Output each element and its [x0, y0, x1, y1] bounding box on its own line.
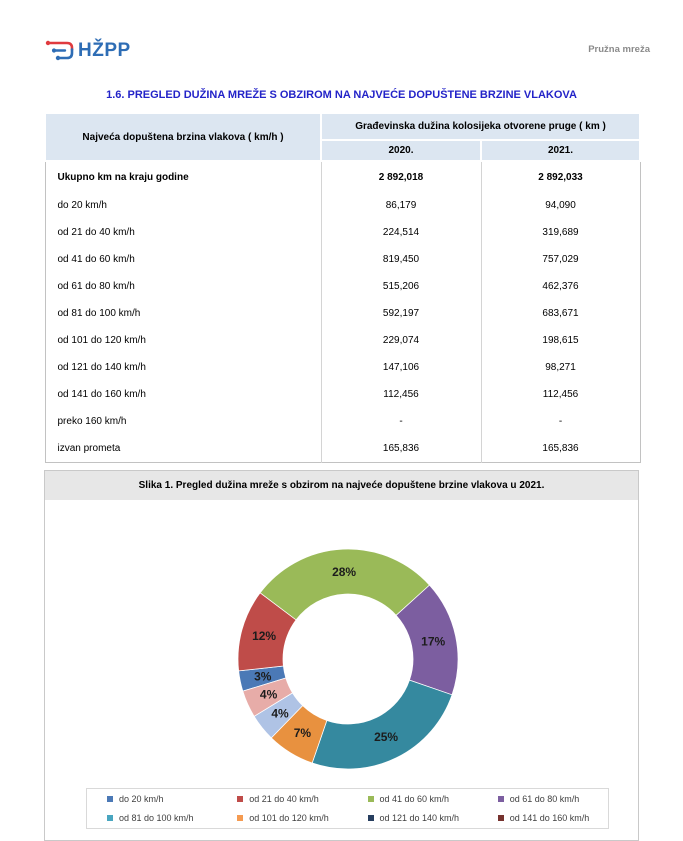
chart-title: Slika 1. Pregled dužina mreže s obzirom na najveće dopuštene brzine vlakova u 2021.: [45, 471, 638, 500]
donut-slice-label: 25%: [374, 730, 399, 745]
value-2021: 98,271: [481, 354, 640, 381]
hzpp-logo: [44, 38, 131, 64]
speed-table: [44, 112, 641, 463]
row-label: preko 160 km/h: [57, 416, 127, 427]
legend-swatch: [107, 796, 113, 802]
value-2020: 112,456: [321, 381, 481, 408]
legend-swatch: [498, 815, 504, 821]
table-header-speed: Najveća dopuštena brzina vlakova ( km/h ): [45, 113, 321, 161]
donut-chart-svg: [228, 539, 468, 779]
value-2021: 319,689: [481, 219, 640, 246]
legend-item: [87, 794, 217, 804]
table-row: [45, 435, 640, 462]
value-2021: 2 892,033: [481, 161, 640, 192]
hzpp-logo-icon: [44, 38, 76, 64]
brand-name: HŽPP: [78, 40, 131, 61]
legend-label: od 21 do 40 km/h: [249, 793, 319, 804]
row-label: izvan prometa: [57, 442, 121, 454]
legend-item: [478, 813, 608, 823]
page-header-label: Pružna mreža: [588, 44, 650, 55]
row-label: od 141 do 160 km/h: [57, 389, 146, 400]
donut-slice-label: 3%: [254, 669, 272, 684]
donut-chart: [228, 539, 468, 779]
donut-slice: [312, 680, 452, 769]
donut-slice-label: 4%: [271, 706, 289, 721]
row-label: od 21 do 40 km/h: [57, 227, 135, 238]
legend-label: od 41 do 60 km/h: [379, 793, 450, 804]
section-title: 1.6. PREGLED DUŽINA MREŽE S OBZIROM NA NAJVEĆE DOPUŠTENE BRZINE VLAKOVA: [106, 89, 577, 101]
donut-slice-label: 28%: [332, 565, 357, 580]
row-label: od 81 do 100 km/h: [57, 308, 141, 319]
legend-item: [87, 813, 217, 823]
chart-panel: [44, 470, 639, 841]
table-total-row: [45, 161, 640, 192]
value-2020: 515,206: [321, 273, 481, 300]
value-2021: 462,376: [481, 273, 640, 300]
table-header-2021: 2021.: [481, 140, 640, 161]
legend-swatch: [237, 815, 243, 821]
table-header-group: Građevinska dužina kolosijeka otvorene pruge ( km ): [321, 113, 640, 140]
value-2021: 757,029: [481, 246, 640, 273]
table-row: [45, 219, 640, 246]
legend-label: do 20 km/h: [119, 793, 164, 804]
value-2020: 147,106: [321, 354, 481, 381]
value-2021: 94,090: [481, 192, 640, 219]
donut-slice-label: 17%: [421, 634, 446, 649]
legend-item: [478, 794, 608, 804]
speed-table-body: [45, 161, 640, 462]
legend-label: od 141 do 160 km/h: [509, 813, 590, 824]
legend-item: [217, 794, 347, 804]
value-2020: 165,836: [321, 435, 481, 462]
value-2021: -: [481, 408, 640, 435]
row-label: od 101 do 120 km/h: [57, 335, 146, 346]
row-label: do 20 km/h: [57, 200, 107, 211]
value-2021: 165,836: [481, 435, 640, 462]
legend-swatch: [368, 796, 374, 802]
donut-slice-label: 12%: [252, 628, 277, 643]
donut-slice-label: 7%: [293, 726, 312, 741]
table-row: [45, 408, 640, 435]
row-label: od 121 do 140 km/h: [57, 362, 146, 373]
value-2020: -: [321, 408, 481, 435]
value-2020: 592,197: [321, 300, 481, 327]
legend-label: od 121 do 140 km/h: [379, 813, 460, 824]
legend-swatch: [237, 796, 243, 802]
row-label: od 41 do 60 km/h: [57, 254, 135, 265]
legend-label: od 61 do 80 km/h: [509, 793, 580, 804]
value-2020: 229,074: [321, 327, 481, 354]
table-row: [45, 246, 640, 273]
table-row: [45, 300, 640, 327]
legend-swatch: [368, 815, 374, 821]
value-2021: 112,456: [481, 381, 640, 408]
legend-swatch: [107, 815, 113, 821]
legend-label: od 101 do 120 km/h: [249, 813, 329, 824]
legend-swatch: [498, 796, 504, 802]
legend-item: [348, 794, 478, 804]
value-2021: 683,671: [481, 300, 640, 327]
table-row: [45, 273, 640, 300]
donut-slice-label: 4%: [259, 687, 278, 702]
legend-item: [348, 813, 478, 823]
speed-table-header: [45, 113, 640, 161]
table-row: [45, 327, 640, 354]
table-row: [45, 381, 640, 408]
legend-label: od 81 do 100 km/h: [119, 813, 194, 824]
value-2020: 819,450: [321, 246, 481, 273]
table-header-2020: 2020.: [321, 140, 481, 161]
value-2020: 224,514: [321, 219, 481, 246]
table-row: [45, 354, 640, 381]
chart-legend: [86, 788, 609, 829]
value-2020: 2 892,018: [321, 161, 481, 192]
value-2021: 198,615: [481, 327, 640, 354]
row-label: od 61 do 80 km/h: [57, 281, 135, 292]
legend-item: [217, 813, 347, 823]
row-label: Ukupno km na kraju godine: [57, 171, 189, 183]
table-row: [45, 192, 640, 219]
value-2020: 86,179: [321, 192, 481, 219]
